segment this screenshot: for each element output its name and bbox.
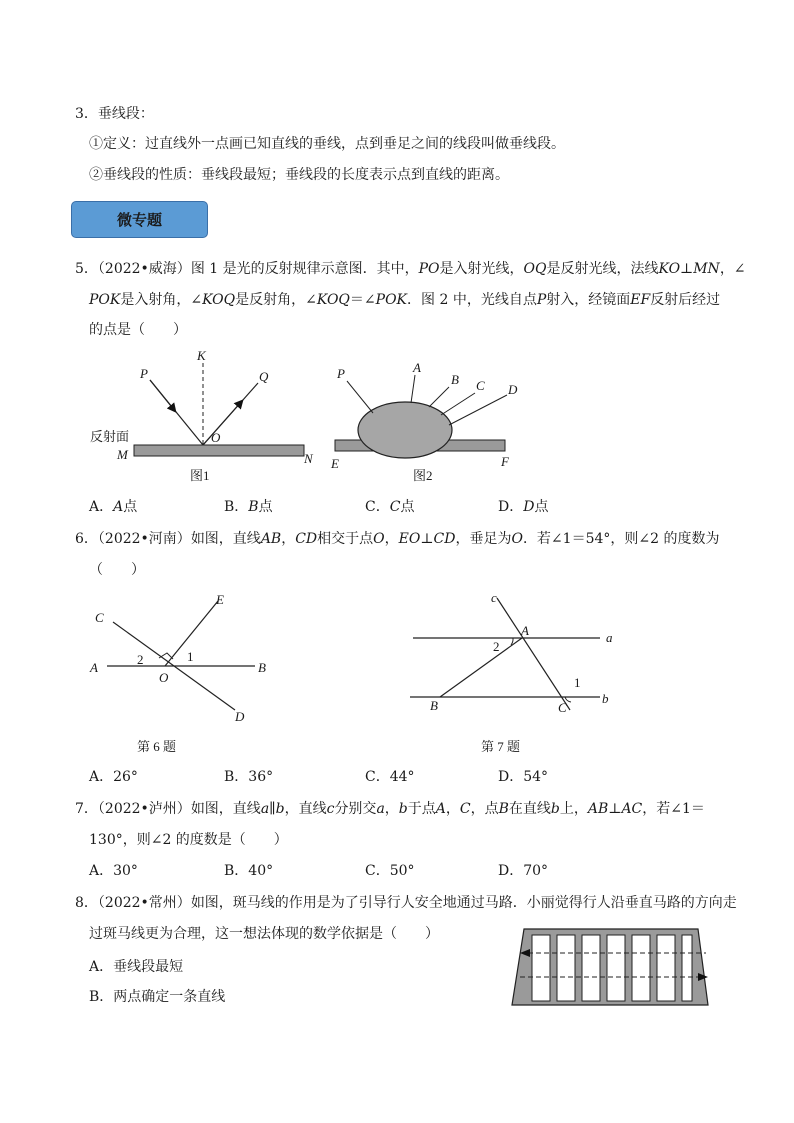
- q6-label-C: C: [95, 610, 104, 625]
- option-key: B．: [224, 499, 249, 515]
- q5-option-c[interactable]: [365, 498, 414, 516]
- topic-button[interactable]: 微专题: [71, 201, 208, 238]
- q6-text: 如图，直线: [190, 531, 261, 547]
- option-suffix: 点: [258, 499, 273, 515]
- section-3-property: ②垂线段的性质：垂线段最短；垂线段的长度表示点到直线的距离。: [89, 167, 509, 183]
- q7-label-a: a: [606, 630, 613, 645]
- q7-caption: 第 7 题: [481, 739, 521, 754]
- q7-angle-2: 2: [493, 639, 500, 654]
- q7-text: 分别交: [334, 801, 377, 817]
- q5-var: EF: [630, 292, 651, 308]
- zebra-crossing-figure: [510, 925, 720, 1010]
- q5-var: POK: [89, 292, 121, 308]
- q5-var: KOQ: [316, 292, 350, 308]
- option-suffix: 点: [400, 499, 415, 515]
- segment-ab: [440, 638, 522, 697]
- q7-text: ，: [445, 801, 460, 817]
- q7-text: 于点: [407, 801, 436, 817]
- q6-var: O: [373, 531, 385, 547]
- fig1-label-M: M: [117, 447, 128, 462]
- fig2-label-P: P: [337, 366, 345, 381]
- q5-var: P: [536, 292, 547, 308]
- option-key: A．: [89, 499, 114, 515]
- q7-var: a: [376, 801, 385, 817]
- fig2-label-F: F: [501, 454, 509, 469]
- q6-label-B: B: [258, 660, 266, 675]
- q5-var: POK: [375, 292, 408, 308]
- q5-option-a[interactable]: [89, 498, 137, 516]
- q7-var: b: [550, 801, 560, 817]
- option-var: C: [389, 499, 401, 515]
- q5-text: 射入，经镜面: [546, 292, 631, 308]
- q7-var: b: [398, 801, 408, 817]
- q7-angle-1: 1: [574, 675, 581, 690]
- q6-option-d[interactable]: D．54°: [498, 769, 549, 785]
- fig2-label-C: C: [476, 378, 485, 393]
- q5-figure-1: [80, 345, 320, 485]
- ray-d: [449, 395, 507, 425]
- q7-var: AB⊥AC: [587, 801, 643, 817]
- q5-option-d[interactable]: [498, 498, 548, 516]
- fig2-label-A: A: [413, 360, 421, 375]
- q7-label-b: b: [602, 691, 609, 706]
- q6-option-b[interactable]: B．36°: [224, 769, 274, 785]
- q7-var: a∥b: [260, 801, 285, 817]
- q7-number: 7．: [75, 801, 98, 817]
- q5-text: 图 1 是光的反射规律示意图．其中，: [190, 261, 419, 277]
- q5-line2: [89, 291, 720, 309]
- section-3-definition: ①定义：过直线外一点画已知直线的垂线，点到垂足之间的线段叫做垂线段。: [89, 136, 565, 152]
- q5-line1: [75, 260, 746, 278]
- q6-option-a[interactable]: A．26°: [89, 769, 138, 785]
- fig2-label-D: D: [508, 382, 518, 397]
- q6-source: （2022•河南）: [97, 531, 191, 547]
- q8-text: 如图，斑马线的作用是为了引导行人安全地通过马路．小丽觉得行人沿垂直马路的方向走: [190, 895, 737, 911]
- mirror-surface: [134, 445, 304, 456]
- q5-text: 反射后经过: [650, 292, 721, 308]
- fig1-label-N: N: [304, 451, 313, 466]
- q5-source: （2022•威海）: [97, 261, 191, 277]
- reflected-arrow: [203, 401, 242, 445]
- q7-text: ，: [384, 801, 399, 817]
- q6-line1: [75, 530, 719, 548]
- q6-text: ，垂足为: [455, 531, 512, 547]
- q5-var: PO: [418, 261, 440, 277]
- q5-text: 是入射角，∠: [120, 292, 203, 308]
- q6-figure: [85, 588, 285, 758]
- q5-text: 是反射光线，法线: [546, 261, 659, 277]
- option-key: C．: [365, 499, 390, 515]
- q6-var: CD: [295, 531, 318, 547]
- reflective-blob: [358, 402, 452, 458]
- q8-option-b[interactable]: B．两点确定一条直线: [89, 989, 226, 1005]
- fig1-caption: 图1: [190, 468, 210, 483]
- option-suffix: 点: [534, 499, 549, 515]
- q6-label-A: A: [90, 660, 98, 675]
- q5-text: ．图 2 中，光线自点: [407, 292, 537, 308]
- q5-number: 5．: [75, 261, 98, 277]
- zebra-stripe: [557, 935, 575, 1001]
- q7-text: 如图，直线: [190, 801, 261, 817]
- q5-text: ，∠: [719, 261, 746, 277]
- q7-figure: [405, 588, 625, 758]
- q7-option-a[interactable]: A．30°: [89, 863, 138, 879]
- q7-line1: [75, 800, 705, 818]
- q7-var: C: [459, 801, 471, 817]
- zebra-stripe: [632, 935, 650, 1001]
- q6-var: AB: [260, 531, 282, 547]
- q6-angle-2: 2: [137, 652, 144, 667]
- ray-b: [429, 387, 449, 407]
- q7-source: （2022•泸州）: [97, 801, 191, 817]
- fig1-label-Q: Q: [259, 369, 269, 384]
- q5-line3: 的点是（ ）: [89, 322, 187, 338]
- q6-label-E: E: [216, 592, 224, 607]
- line-c: [497, 598, 570, 710]
- q6-line2: （ ）: [89, 562, 145, 578]
- fig2-label-B: B: [451, 372, 459, 387]
- q8-option-a[interactable]: A．垂线段最短: [89, 959, 184, 975]
- option-key: D．: [498, 499, 524, 515]
- q6-text: 相交于点: [317, 531, 374, 547]
- q6-label-O: O: [159, 670, 169, 685]
- q5-text: 是反射角，∠: [235, 292, 317, 308]
- fig1-label-K: K: [197, 348, 206, 363]
- q5-var: KOQ: [202, 292, 236, 308]
- fig2-caption: 图2: [413, 468, 433, 483]
- q7-option-c[interactable]: C．50°: [365, 863, 415, 879]
- q6-option-c[interactable]: C．44°: [365, 769, 415, 785]
- zebra-stripe: [657, 935, 675, 1001]
- option-var: B: [248, 499, 259, 515]
- q6-text: ，: [281, 531, 296, 547]
- q7-var: c: [326, 801, 335, 817]
- incident-arrow: [150, 380, 175, 411]
- zebra-stripe: [582, 935, 600, 1001]
- option-var: A: [113, 499, 124, 515]
- q7-text: 在直线: [508, 801, 551, 817]
- section-3-title: 3．垂线段：: [75, 106, 154, 122]
- q6-label-D: D: [235, 709, 245, 724]
- q8-line1: [75, 894, 737, 912]
- q5-var: KO⊥MN: [658, 261, 720, 277]
- q7-label-C: C: [558, 700, 567, 715]
- q7-line2: 130°，则∠2 的度数是（ ）: [89, 832, 288, 848]
- q8-number: 8．: [75, 895, 98, 911]
- q6-text: ．若∠1＝54°，则∠2 的度数为: [522, 531, 720, 547]
- q5-text: 是入射光线，: [439, 261, 524, 277]
- fig1-label-O: O: [211, 430, 221, 445]
- q7-label-A: A: [521, 623, 529, 638]
- q7-text: ，点: [470, 801, 499, 817]
- ray-a: [411, 375, 415, 403]
- q7-text: ，若∠1＝: [642, 801, 705, 817]
- q7-label-c: c: [491, 590, 497, 605]
- zebra-stripe: [532, 935, 550, 1001]
- option-suffix: 点: [123, 499, 138, 515]
- zebra-stripe: [682, 935, 692, 1001]
- fig2-label-E: E: [331, 456, 339, 471]
- q6-var: EO⊥CD: [398, 531, 456, 547]
- q8-source: （2022•常州）: [97, 895, 191, 911]
- fig1-label-mirror: 反射面: [90, 429, 130, 444]
- zebra-stripe: [607, 935, 625, 1001]
- q6-caption: 第 6 题: [137, 739, 177, 754]
- q7-var: A: [435, 801, 446, 817]
- q7-text: 上，: [559, 801, 588, 817]
- q6-text: ，: [384, 531, 399, 547]
- q8-line2: 过斑马线更为合理，这一想法体现的数学依据是（ ）: [89, 926, 439, 942]
- option-var: D: [523, 499, 535, 515]
- q6-number: 6．: [75, 531, 98, 547]
- ray-c: [441, 393, 475, 415]
- ray-p: [347, 381, 373, 413]
- q7-label-B: B: [430, 698, 438, 713]
- q7-option-d[interactable]: D．70°: [498, 863, 549, 879]
- q6-angle-1: 1: [187, 649, 194, 664]
- q5-option-b[interactable]: [224, 498, 273, 516]
- q6-var: O: [511, 531, 523, 547]
- q5-var: OQ: [523, 261, 547, 277]
- fig1-label-P: P: [140, 366, 148, 381]
- q7-option-b[interactable]: B．40°: [224, 863, 274, 879]
- q7-text: ，直线: [284, 801, 327, 817]
- q5-text: ＝∠: [349, 292, 376, 308]
- q7-var: B: [498, 801, 509, 817]
- q5-figure-2: [325, 345, 525, 485]
